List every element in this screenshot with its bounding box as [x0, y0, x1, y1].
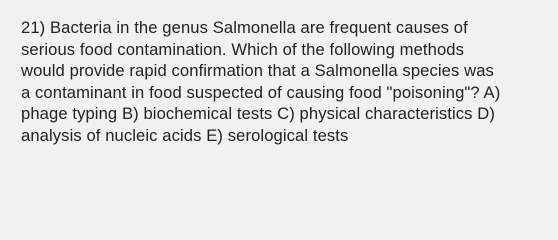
question-line: a contaminant in food suspected of causing food "poisoning"? A): [21, 82, 501, 102]
question-line: 21) Bacteria in the genus Salmonella are frequent causes of: [21, 18, 468, 37]
question-line: serious food contamination. Which of the following methods: [21, 39, 465, 59]
question-text: [21, 17, 551, 147]
question-line: would provide rapid confirmation that a Salmonella species was: [21, 61, 494, 81]
question-line: analysis of nucleic acids E) serological tests: [21, 125, 349, 145]
question-line: phage typing B) biochemical tests C) physical characteristics D): [21, 104, 495, 124]
